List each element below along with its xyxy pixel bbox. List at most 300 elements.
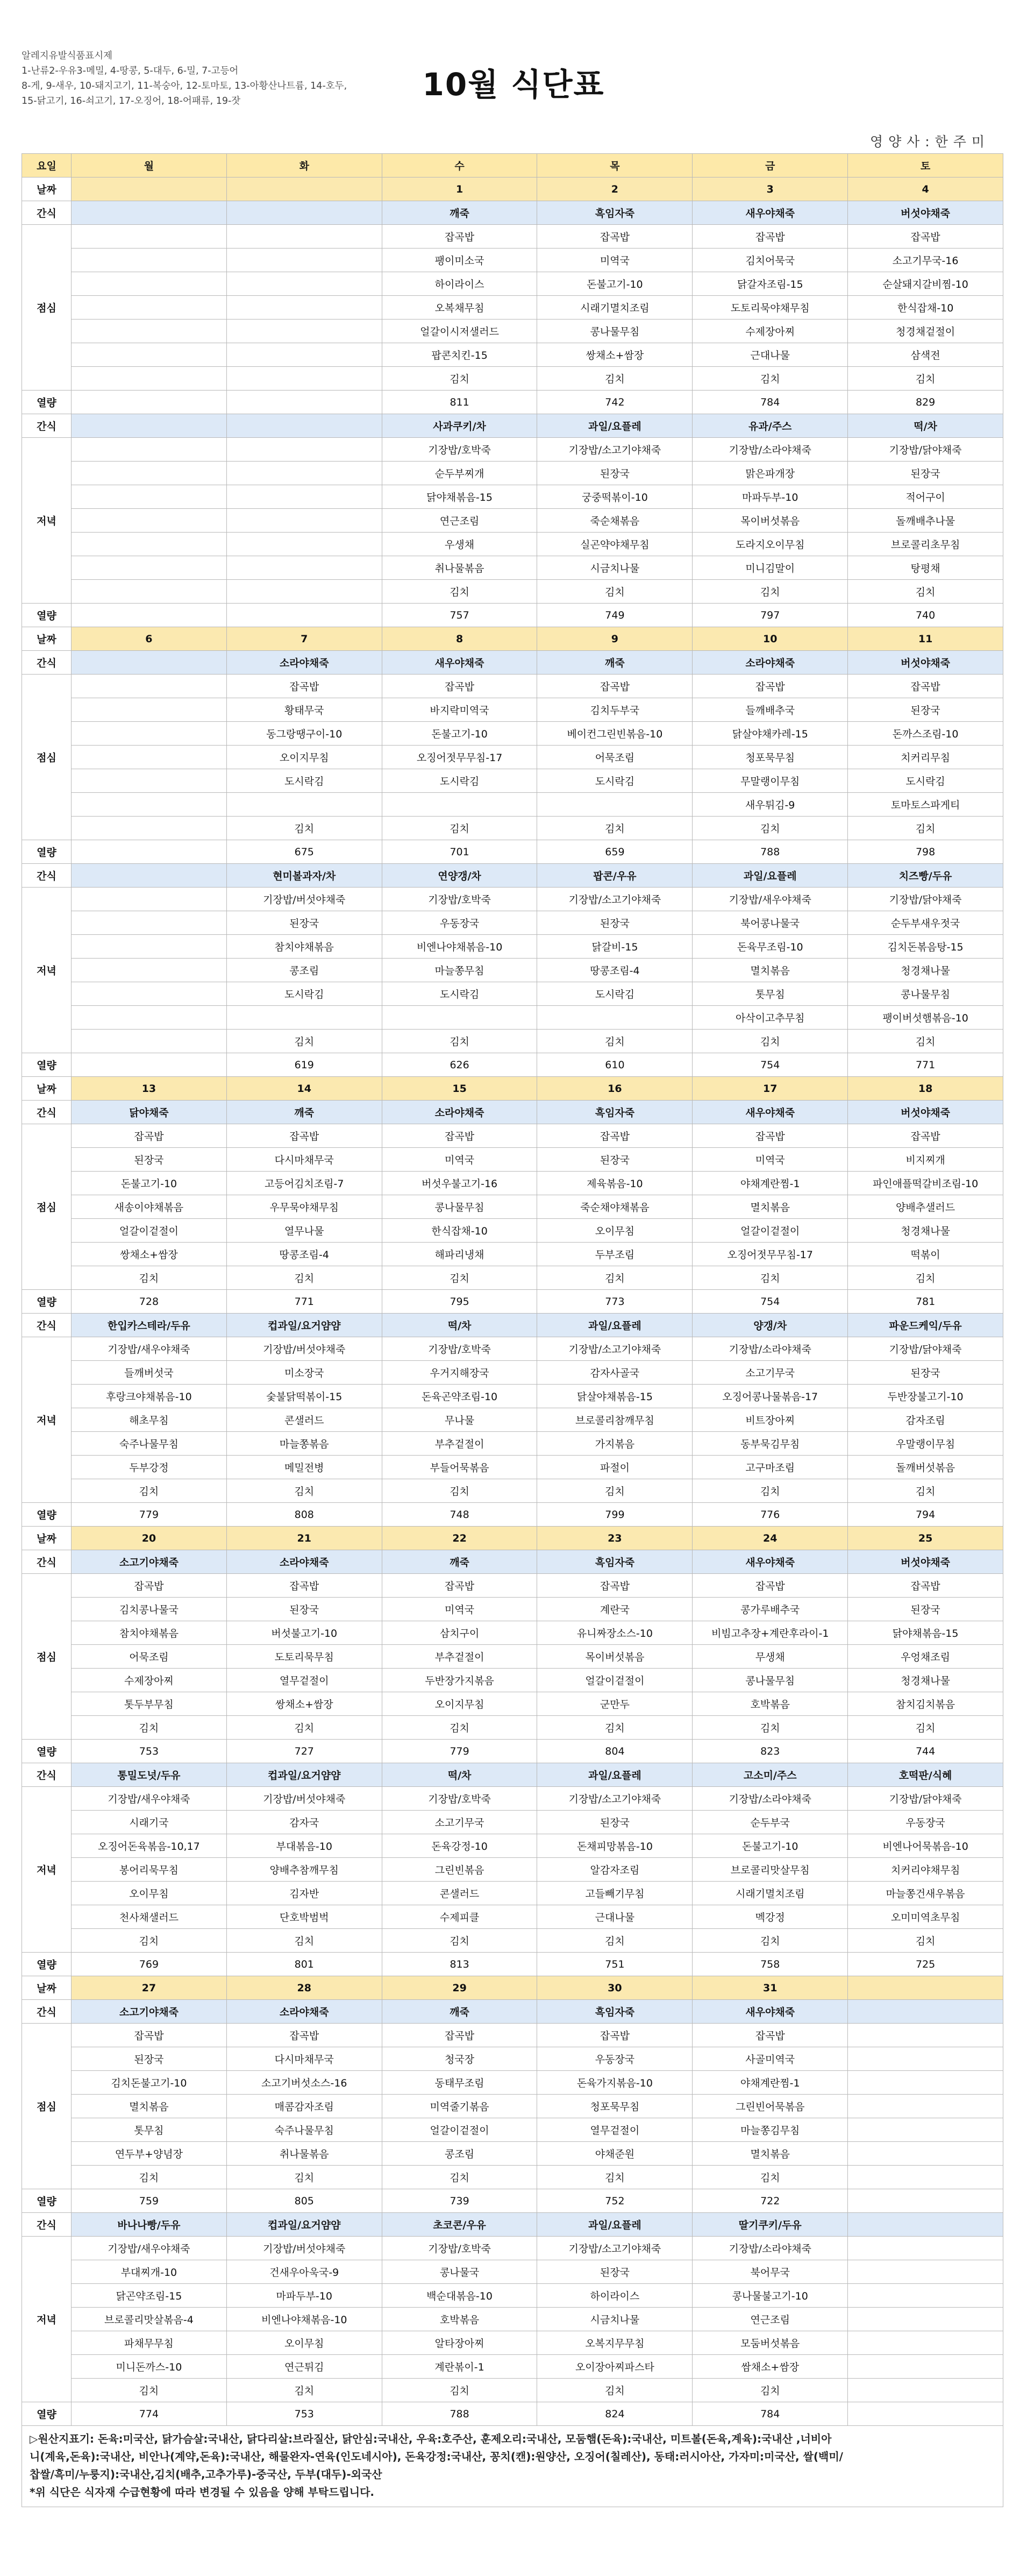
menu-item: 야채준원 xyxy=(537,2142,693,2166)
menu-item: 도시락김 xyxy=(226,769,382,793)
lunch-row xyxy=(22,320,1003,343)
menu-item: 닭곤약조림-15 xyxy=(72,2284,227,2308)
lunch-row xyxy=(22,225,1003,249)
menu-item: 잡곡밥 xyxy=(226,675,382,698)
menu-item: 기장밥/소라야채죽 xyxy=(693,1787,848,1811)
menu-item xyxy=(72,675,227,698)
snack-cell: 흑임자죽 xyxy=(537,2000,693,2024)
kcal-cell: 749 xyxy=(537,604,693,627)
menu-item: 기장밥/버섯야채죽 xyxy=(226,888,382,911)
menu-item: 멸치볶음 xyxy=(693,1195,848,1219)
menu-item: 잡곡밥 xyxy=(382,1124,537,1148)
menu-item: 부대찌개-10 xyxy=(72,2260,227,2284)
menu-item: 베이컨그린빈볶음-10 xyxy=(537,722,693,746)
kcal-cell: 824 xyxy=(537,2402,693,2426)
snack-cell: 버섯야채죽 xyxy=(848,1101,1003,1124)
kcal-cell: 799 xyxy=(537,1503,693,1527)
menu-item: 기장밥/닭야채죽 xyxy=(848,438,1003,462)
menu-item: 오이무침 xyxy=(537,1219,693,1243)
snack-cell: 깨죽 xyxy=(382,1550,537,1574)
menu-item: 적어구이 xyxy=(848,485,1003,509)
snack-cell xyxy=(72,651,227,675)
menu-item xyxy=(226,438,382,462)
menu-item: 닭갈비-15 xyxy=(537,935,693,959)
lunch-kcal-row xyxy=(22,1740,1003,1763)
menu-item: 닭살야채볶음-15 xyxy=(537,1385,693,1408)
snack-cell: 흑임자죽 xyxy=(537,1101,693,1124)
row-label: 열량 xyxy=(22,1053,72,1077)
snack-cell: 소고기야채죽 xyxy=(72,2000,227,2024)
dinner-row xyxy=(22,911,1003,935)
menu-item: 김치 xyxy=(382,1716,537,1740)
date-cell: 24 xyxy=(693,1527,848,1550)
menu-item: 비트장아찌 xyxy=(693,1408,848,1432)
date-cell: 9 xyxy=(537,627,693,651)
menu-item xyxy=(226,509,382,533)
menu-item: 기장밥/버섯야채죽 xyxy=(226,1787,382,1811)
menu-item xyxy=(848,2308,1003,2331)
snack-cell: 깨죽 xyxy=(537,651,693,675)
menu-item: 김치 xyxy=(226,2379,382,2402)
menu-item xyxy=(848,2379,1003,2402)
menu-item: 단호박범벅 xyxy=(226,1905,382,1929)
row-label: 열량 xyxy=(22,2189,72,2213)
menu-item: 브로콜리참깨무침 xyxy=(537,1408,693,1432)
snack-cell: 흑임자죽 xyxy=(537,1550,693,1574)
menu-item: 두반장불고기-10 xyxy=(848,1385,1003,1408)
kcal-cell: 784 xyxy=(693,391,848,414)
kcal-cell: 795 xyxy=(382,1290,537,1314)
menu-item: 얼갈이겉절이 xyxy=(382,2118,537,2142)
menu-item: 도시락김 xyxy=(382,769,537,793)
row-label: 열량 xyxy=(22,391,72,414)
menu-item: 멸치볶음 xyxy=(693,2142,848,2166)
row-label: 열량 xyxy=(22,604,72,627)
kcal-cell xyxy=(72,840,227,864)
menu-item: 콘샐러드 xyxy=(382,1882,537,1905)
menu-item: 부추겉절이 xyxy=(382,1645,537,1669)
row-label: 간식 xyxy=(22,651,72,675)
menu-item: 북어콩나물국 xyxy=(693,911,848,935)
menu-item: 수제장아찌 xyxy=(693,320,848,343)
dinner-row xyxy=(22,2331,1003,2355)
menu-item: 기장밥/버섯야채죽 xyxy=(226,1337,382,1361)
menu-item xyxy=(72,320,227,343)
lunch-row xyxy=(22,249,1003,272)
menu-item: 목이버섯볶음 xyxy=(537,1645,693,1669)
snack-cell: 과일/요플레 xyxy=(693,864,848,888)
date-row xyxy=(22,178,1003,201)
menu-item xyxy=(72,509,227,533)
menu-item: 김치 xyxy=(226,1479,382,1503)
menu-item: 그린빈어묵볶음 xyxy=(693,2095,848,2118)
date-cell xyxy=(226,178,382,201)
menu-item: 도라지오이무침 xyxy=(693,533,848,556)
lunch-row xyxy=(22,1621,1003,1645)
kcal-cell: 798 xyxy=(848,840,1003,864)
menu-item: 사골미역국 xyxy=(693,2047,848,2071)
menu-item: 시래기멸치조림 xyxy=(537,296,693,320)
menu-item: 잡곡밥 xyxy=(382,225,537,249)
menu-item: 톳무침 xyxy=(72,2118,227,2142)
menu-item: 잡곡밥 xyxy=(848,1574,1003,1598)
legend-line: 1-난류2-우유3-메밀, 4-땅콩, 5-대두, 6-밀, 7-고등어 xyxy=(22,66,239,76)
menu-item: 잡곡밥 xyxy=(693,225,848,249)
date-cell: 21 xyxy=(226,1527,382,1550)
menu-item: 들깨배추국 xyxy=(693,698,848,722)
menu-item: 팝콘치킨-15 xyxy=(382,343,537,367)
row-label: 열량 xyxy=(22,1503,72,1527)
menu-item: 기장밥/호박죽 xyxy=(382,2237,537,2260)
menu-item: 잡곡밥 xyxy=(693,1574,848,1598)
dinner-row xyxy=(22,2379,1003,2402)
menu-item: 백순대볶음-10 xyxy=(382,2284,537,2308)
kcal-cell: 808 xyxy=(226,1503,382,1527)
menu-item xyxy=(848,2142,1003,2166)
menu-item: 된장국 xyxy=(72,2047,227,2071)
kcal-cell: 722 xyxy=(693,2189,848,2213)
menu-item: 김치 xyxy=(226,817,382,840)
snack-cell: 유과/주스 xyxy=(693,414,848,438)
dinner-row xyxy=(22,438,1003,462)
snack-cell: 호떡판/식혜 xyxy=(848,1763,1003,1787)
menu-item: 김치 xyxy=(693,1929,848,1953)
menu-item xyxy=(72,817,227,840)
page-title: 10월 식단표 xyxy=(422,66,605,103)
menu-item: 돈까스조림-10 xyxy=(848,722,1003,746)
menu-item xyxy=(226,343,382,367)
menu-item: 기장밥/소고기야채죽 xyxy=(537,888,693,911)
meal-label: 점심 xyxy=(22,675,72,840)
lunch-row xyxy=(22,2071,1003,2095)
dinner-row xyxy=(22,1385,1003,1408)
menu-item xyxy=(848,2237,1003,2260)
kcal-cell: 811 xyxy=(382,391,537,414)
dinner-row xyxy=(22,509,1003,533)
kcal-cell: 619 xyxy=(226,1053,382,1077)
menu-item: 순살돼지갈비찜-10 xyxy=(848,272,1003,296)
date-row xyxy=(22,627,1003,651)
menu-item: 순두부찌개 xyxy=(382,462,537,485)
header-row xyxy=(22,154,1003,178)
menu-item: 비엔나어묵볶음-10 xyxy=(848,1834,1003,1858)
menu-item: 황태무국 xyxy=(226,698,382,722)
menu-item: 기장밥/호박죽 xyxy=(382,438,537,462)
lunch-row xyxy=(22,1172,1003,1195)
kcal-cell: 797 xyxy=(693,604,848,627)
day-header: 월 xyxy=(72,154,227,178)
dinner-row xyxy=(22,1408,1003,1432)
menu-item: 기장밥/버섯야채죽 xyxy=(226,2237,382,2260)
afternoon-snack-row xyxy=(22,2213,1003,2237)
menu-item: 파절이 xyxy=(537,1456,693,1479)
snack-cell: 팝콘/우유 xyxy=(537,864,693,888)
meal-label: 저녁 xyxy=(22,2237,72,2402)
footer-line: 니(계육,돈육):국내산, 비안나(계약,돈육):국내산, 해물완자-연육(인도네시아), 돈육강정:국내산, 꽁치(캔):원양산, 오징어(칠레산), 동태:러시아산, 가자미:미국산, 쌀(백미/ xyxy=(30,2450,843,2463)
menu-item: 김치 xyxy=(382,1030,537,1053)
menu-item: 잡곡밥 xyxy=(72,1124,227,1148)
menu-item: 된장국 xyxy=(537,911,693,935)
menu-item: 쌍채소+쌈장 xyxy=(537,343,693,367)
date-cell: 28 xyxy=(226,1976,382,2000)
menu-item xyxy=(226,1006,382,1030)
menu-item: 아삭이고추무침 xyxy=(693,1006,848,1030)
menu-item: 떡볶이 xyxy=(848,1243,1003,1266)
menu-item: 그린빈볶음 xyxy=(382,1858,537,1882)
dinner-row xyxy=(22,1811,1003,1834)
menu-item: 수제피클 xyxy=(382,1905,537,1929)
kcal-cell: 751 xyxy=(537,1953,693,1976)
menu-item: 된장국 xyxy=(537,462,693,485)
menu-item: 바지락미역국 xyxy=(382,698,537,722)
snack-cell: 고소미/주스 xyxy=(693,1763,848,1787)
legend-line: 알레지유발식품표시제 xyxy=(22,51,113,61)
kcal-cell xyxy=(72,604,227,627)
menu-item: 계란국 xyxy=(537,1598,693,1621)
date-cell: 4 xyxy=(848,178,1003,201)
snack-cell: 버섯야채죽 xyxy=(848,201,1003,225)
menu-item xyxy=(226,462,382,485)
menu-item xyxy=(72,272,227,296)
snack-cell: 초코콘/우유 xyxy=(382,2213,537,2237)
lunch-row xyxy=(22,817,1003,840)
date-cell: 6 xyxy=(72,627,227,651)
menu-item: 김치 xyxy=(693,580,848,604)
menu-item: 군만두 xyxy=(537,1692,693,1716)
menu-item: 잡곡밥 xyxy=(226,2024,382,2047)
snack-cell: 새우야채죽 xyxy=(382,651,537,675)
lunch-row xyxy=(22,793,1003,817)
kcal-cell: 771 xyxy=(848,1053,1003,1077)
menu-item: 기장밥/닭야채죽 xyxy=(848,1787,1003,1811)
menu-item xyxy=(72,888,227,911)
menu-item: 숙주나물무침 xyxy=(226,2118,382,2142)
kcal-cell: 659 xyxy=(537,840,693,864)
kcal-cell xyxy=(848,2402,1003,2426)
menu-item: 토마토스파게티 xyxy=(848,793,1003,817)
footer-line: *위 식단은 식자재 수급현황에 따라 변경될 수 있음을 양해 부탁드립니다. xyxy=(30,2486,375,2499)
menu-item: 오이무침 xyxy=(72,1882,227,1905)
menu-item xyxy=(72,935,227,959)
menu-item: 참치야채볶음 xyxy=(226,935,382,959)
morning-snack-row xyxy=(22,201,1003,225)
menu-item: 청경채나물 xyxy=(848,1669,1003,1692)
menu-item: 김치 xyxy=(693,1479,848,1503)
menu-item: 우동장국 xyxy=(537,2047,693,2071)
menu-item: 잡곡밥 xyxy=(72,2024,227,2047)
menu-item: 멸치볶음 xyxy=(72,2095,227,2118)
menu-item xyxy=(72,367,227,391)
snack-cell: 새우야채죽 xyxy=(693,201,848,225)
lunch-row xyxy=(22,1692,1003,1716)
lunch-row xyxy=(22,367,1003,391)
menu-item: 비엔나야채볶음-10 xyxy=(226,2308,382,2331)
menu-item: 김치 xyxy=(537,1030,693,1053)
menu-item: 된장국 xyxy=(848,462,1003,485)
date-cell: 1 xyxy=(382,178,537,201)
kcal-cell: 804 xyxy=(537,1740,693,1763)
menu-item: 돈육무조림-10 xyxy=(693,935,848,959)
menu-item: 시금치나물 xyxy=(537,2308,693,2331)
menu-item: 근대나물 xyxy=(537,1905,693,1929)
snack-cell: 닭야채죽 xyxy=(72,1101,227,1124)
menu-item: 청경채나물 xyxy=(848,1219,1003,1243)
menu-item: 김치 xyxy=(226,2166,382,2189)
dinner-kcal-row xyxy=(22,1953,1003,1976)
date-cell: 2 xyxy=(537,178,693,201)
menu-item: 된장국 xyxy=(226,911,382,935)
menu-item: 김치 xyxy=(382,817,537,840)
menu-item: 된장국 xyxy=(848,698,1003,722)
menu-item: 김치 xyxy=(537,1716,693,1740)
lunch-row xyxy=(22,2166,1003,2189)
menu-item: 한식잡채-10 xyxy=(848,296,1003,320)
menu-item: 김치 xyxy=(537,2166,693,2189)
date-cell: 7 xyxy=(226,627,382,651)
menu-item: 잡곡밥 xyxy=(848,675,1003,698)
kcal-cell: 757 xyxy=(382,604,537,627)
date-cell: 20 xyxy=(72,1527,227,1550)
lunch-row xyxy=(22,698,1003,722)
menu-item: 청경채나물 xyxy=(848,959,1003,982)
legend-line: 8-게, 9-새우, 10-돼지고기, 11-복숭아, 12-토마토, 13-아황산나트륨, 14-호두, xyxy=(22,81,347,91)
menu-item: 김자반 xyxy=(226,1882,382,1905)
menu-item: 메밀전병 xyxy=(226,1456,382,1479)
menu-item: 돈육곤약조림-10 xyxy=(382,1385,537,1408)
menu-item: 소고기무국 xyxy=(693,1361,848,1385)
menu-item xyxy=(72,249,227,272)
menu-item: 콘샐러드 xyxy=(226,1408,382,1432)
dinner-row xyxy=(22,2308,1003,2331)
menu-item: 기장밥/소고기야채죽 xyxy=(537,1337,693,1361)
snack-cell: 깨죽 xyxy=(382,2000,537,2024)
menu-item: 죽순채볶음 xyxy=(537,509,693,533)
snack-cell: 컵과일/요거얌얌 xyxy=(226,2213,382,2237)
snack-cell: 소고기야채죽 xyxy=(72,1550,227,1574)
date-cell: 14 xyxy=(226,1077,382,1101)
menu-item: 동부묵김무침 xyxy=(693,1432,848,1456)
lunch-row xyxy=(22,769,1003,793)
row-label: 간식 xyxy=(22,1314,72,1337)
menu-item: 잡곡밥 xyxy=(382,675,537,698)
menu-item: 브로콜리맛살무침 xyxy=(693,1858,848,1882)
kcal-cell: 779 xyxy=(72,1503,227,1527)
menu-item: 치커리무침 xyxy=(848,746,1003,769)
menu-item: 도시락김 xyxy=(848,769,1003,793)
kcal-cell: 771 xyxy=(226,1290,382,1314)
menu-item: 돌깨버섯볶음 xyxy=(848,1456,1003,1479)
menu-item: 참치야채볶음 xyxy=(72,1621,227,1645)
menu-item: 유니짜장소스-10 xyxy=(537,1621,693,1645)
snack-cell: 떡/차 xyxy=(382,1763,537,1787)
menu-item: 오이지무침 xyxy=(382,1692,537,1716)
menu-item xyxy=(72,722,227,746)
menu-item: 김치어묵국 xyxy=(693,249,848,272)
lunch-row xyxy=(22,1243,1003,1266)
row-label: 열량 xyxy=(22,1953,72,1976)
snack-cell: 버섯야채죽 xyxy=(848,651,1003,675)
snack-cell: 소라야채죽 xyxy=(226,2000,382,2024)
dinner-row xyxy=(22,1456,1003,1479)
dietitian-name: 영 양 사 : 한 주 미 xyxy=(869,134,985,150)
date-row xyxy=(22,1976,1003,2000)
menu-item: 브로콜리맛살볶음-4 xyxy=(72,2308,227,2331)
menu-item: 땅콩조림-4 xyxy=(226,1243,382,1266)
menu-item: 잡곡밥 xyxy=(693,675,848,698)
menu-item xyxy=(72,769,227,793)
menu-item: 김치 xyxy=(226,1266,382,1290)
date-cell: 10 xyxy=(693,627,848,651)
snack-cell: 양갱/차 xyxy=(693,1314,848,1337)
menu-item: 소고기무국 xyxy=(382,1811,537,1834)
menu-item: 청포묵무침 xyxy=(537,2095,693,2118)
menu-item: 도토리묵야채무침 xyxy=(693,296,848,320)
dinner-kcal-row xyxy=(22,1053,1003,1077)
snack-cell: 딸기쿠키/두유 xyxy=(693,2213,848,2237)
menu-item: 김치 xyxy=(537,580,693,604)
menu-item: 콩가루배추국 xyxy=(693,1598,848,1621)
menu-item: 고구마조림 xyxy=(693,1456,848,1479)
menu-item: 연근조림 xyxy=(693,2308,848,2331)
menu-item: 김치 xyxy=(693,1266,848,1290)
afternoon-snack-row xyxy=(22,1314,1003,1337)
row-label: 간식 xyxy=(22,1550,72,1574)
menu-item: 북어무국 xyxy=(693,2260,848,2284)
meal-label: 저녁 xyxy=(22,888,72,1053)
menu-item: 된장국 xyxy=(848,1361,1003,1385)
lunch-row xyxy=(22,675,1003,698)
menu-item: 미역국 xyxy=(693,1148,848,1172)
menu-item: 콩조림 xyxy=(226,959,382,982)
menu-item: 미니돈까스-10 xyxy=(72,2355,227,2379)
menu-item: 버섯우불고기-16 xyxy=(382,1172,537,1195)
menu-item: 김치 xyxy=(72,1479,227,1503)
menu-item: 어묵조림 xyxy=(537,746,693,769)
menu-item: 알감자조림 xyxy=(537,1858,693,1882)
snack-cell: 깨죽 xyxy=(382,201,537,225)
menu-item xyxy=(72,580,227,604)
menu-item: 김치 xyxy=(72,2379,227,2402)
menu-item: 톳두부무침 xyxy=(72,1692,227,1716)
snack-cell: 치즈빵/두유 xyxy=(848,864,1003,888)
menu-item: 김치 xyxy=(537,2379,693,2402)
dinner-row xyxy=(22,1905,1003,1929)
snack-cell: 사과쿠키/차 xyxy=(382,414,537,438)
kcal-cell xyxy=(226,391,382,414)
menu-item: 도시락김 xyxy=(382,982,537,1006)
afternoon-snack-row xyxy=(22,414,1003,438)
dinner-row xyxy=(22,556,1003,580)
menu-item: 김치 xyxy=(693,2379,848,2402)
snack-cell: 통밀도넛/두유 xyxy=(72,1763,227,1787)
date-row xyxy=(22,1077,1003,1101)
menu-item xyxy=(226,320,382,343)
dinner-row xyxy=(22,1337,1003,1361)
menu-item: 시래기국 xyxy=(72,1811,227,1834)
lunch-row xyxy=(22,296,1003,320)
menu-item: 잡곡밥 xyxy=(537,675,693,698)
menu-item: 실곤약야채무침 xyxy=(537,533,693,556)
menu-item: 된장국 xyxy=(848,1598,1003,1621)
menu-item: 김치 xyxy=(848,580,1003,604)
menu-item: 수제장아찌 xyxy=(72,1669,227,1692)
menu-item: 김치 xyxy=(537,367,693,391)
snack-cell: 소라야채죽 xyxy=(382,1101,537,1124)
day-header: 목 xyxy=(537,154,693,178)
menu-item: 콩나물국 xyxy=(382,2260,537,2284)
menu-item: 콩나물무침 xyxy=(693,1669,848,1692)
date-cell: 8 xyxy=(382,627,537,651)
